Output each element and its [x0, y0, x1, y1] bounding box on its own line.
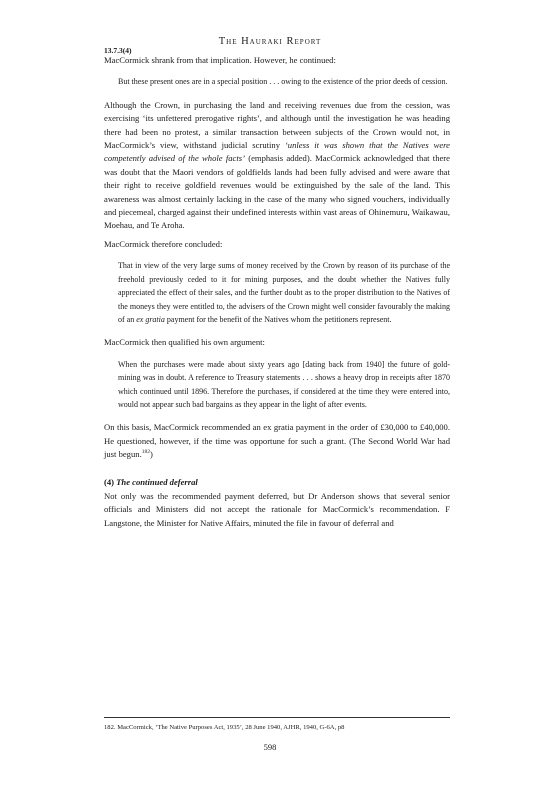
- paragraph-text: On this basis, MacCormick recommended an ex gratia payment in the order of £30,000 to £40,000. He questioned, however, if the time was opportune for such a grant. (The Second World War had just begun.: [104, 422, 450, 460]
- paragraph-crown-purchase: [104, 99, 450, 233]
- emphasis-text: ‘unless it was shown that the Natives were competently advised of the whole facts’: [104, 140, 450, 164]
- subsection-number: (4): [104, 476, 117, 487]
- quote-text: [118, 259, 450, 326]
- paragraph-intro: MacCormick shrank from that implication. However, he continued:: [104, 55, 336, 65]
- block-quote-3: [118, 358, 450, 412]
- quote-segment: payment for the benefit of the Natives whom the petitioners represent.: [164, 314, 392, 324]
- paragraph-qualification-lead: MacCormick then qualified his own argument:: [104, 337, 265, 348]
- quote-text: When the purchases were made about sixty years ago [dating back from 1940] the future of gold-mining was in doubt. A reference to Treasury statements . . . shows a heavy drop in receipts after 1870 which continued until 1896. Therefore the purchases, if considered at the time they were entered into, would not appear such bad bargains as they appear in the light of after events.: [118, 359, 450, 409]
- subsection-heading: [104, 476, 450, 489]
- block-quote-2: [118, 259, 450, 326]
- paragraph-conclusion-lead: MacCormick therefore concluded:: [104, 238, 223, 249]
- page-number: 598: [263, 742, 277, 752]
- body-text: [104, 54, 450, 536]
- running-title: The Hauraki Report: [218, 36, 322, 47]
- emphasis-text: ex gratia: [136, 314, 165, 324]
- block-quote-1: [118, 75, 450, 88]
- footnote-divider: [104, 717, 450, 718]
- quote-text: But these present ones are in a special position . . . owing to the existence of the prior deeds of cession.: [118, 77, 448, 87]
- section-number: 13.7.3(4): [104, 46, 132, 55]
- subsection-title: The continued deferral: [116, 476, 198, 487]
- paragraph-text: Although the Crown, in purchasing the land and receiving revenues due from the cession, was exercising ‘its unfettered prerogative rights’, and although until the investigation he was heading there had been no protest, a similar transaction between subjects of the Crown would not, in MacCormick’s view, withstand judicial scrutiny: [104, 99, 450, 151]
- paragraph-text: (emphasis added). MacCormick acknowledged that there was doubt that the Maori vendors of goldfields lands had been fully advised and were aware that their right to receive goldfield revenues would be extinguished by the sale of the land. This awareness was almost certainly lacking in the case of the many who signed vouchers, individually and piecemeal, charged against their undefined interests within vast areas of Ohinemuru, Waikawau, Moehau, and Te Aroha.: [104, 153, 450, 231]
- paragraph-recommendation: [104, 421, 450, 461]
- paragraph-deferral: Not only was the recommended payment deferred, but Dr Anderson shows that several senior officials and Ministers did not accept the rationale for MacCormick’s recommendation. F Langstone, the Minister for Native Affairs, minuted the file in favour of deferral and: [104, 490, 450, 528]
- footnote-reference[interactable]: 182: [141, 449, 150, 456]
- footnote: 182. MacCormick, ‘The Native Purposes Act, 1935’, 28 June 1940, AJHR, 1940, G-6A, p8: [104, 724, 345, 731]
- quote-segment: That in view of the very large sums of money received by the Crown by reason of its purchase of the freehold previously ceded to it for mining purposes, and the doubt whether the Natives fully appreciated the effect of their sales, and the further doubt as to the proper distribution to the Natives of the moneys they were entitled to, the advisers of the Crown might well consider favourably the making of an: [118, 261, 450, 324]
- paragraph-text: ): [149, 449, 153, 460]
